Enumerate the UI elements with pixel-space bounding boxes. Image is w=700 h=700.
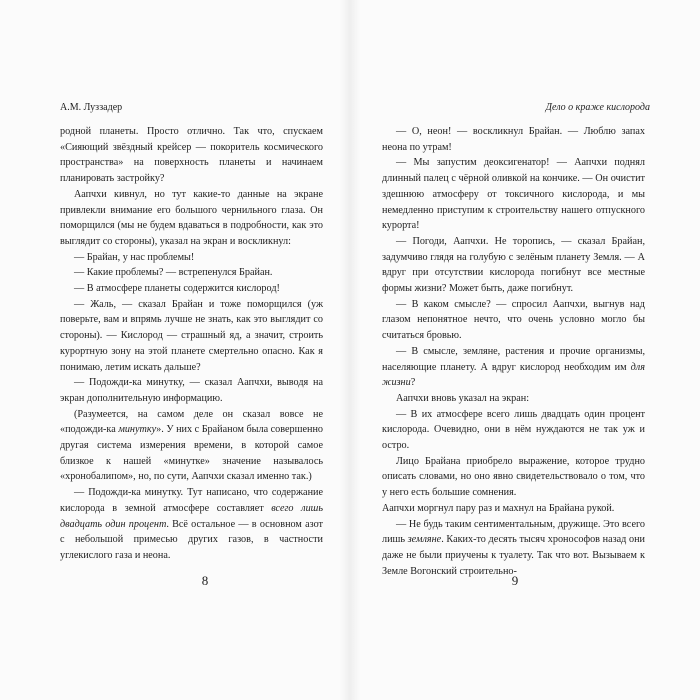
- paragraph: — Брайан, у нас проблемы!: [74, 251, 195, 263]
- paragraph: — Погоди, Аапчхи. Не торопись, — сказал Брайан, задумчиво глядя на голубую с зелёным планету Земля. — А вдруг при отсутствии кислорода погибнут все местные формы жизни? Может быть, даже погибнут.: [382, 235, 645, 295]
- paragraph: Лицо Брайана приобрело выражение, которое трудно описать словами, но оно явно свидетельствовало о том, что у него есть большие сомнения.: [382, 455, 645, 499]
- italic-text: земляне: [407, 534, 442, 546]
- paragraph: — Жаль, — сказал Брайан и тоже поморщился (уж поверьте, вам и впрямь лучше не знать, как это выглядит со стороны). — Кислород — страшный яд, а значит, строить курортную зону на этой планете смертельно опасно. Как я понимаю, летим искать дальше?: [60, 298, 323, 373]
- italic-text: для жизни: [382, 361, 645, 389]
- page-number: 8: [201, 573, 209, 588]
- text-run: ». У них с Брайаном была совершенно другая система измерения времени, в которой самое близкое к нашей «минутке» значение называлось «хронобалипом», но, по сути, Аапчхи сказал именно так.): [60, 424, 324, 483]
- text-run: — В смысле, земляне, растения и прочие организмы, населяющие планету. А вдруг кислород необходим им: [382, 345, 645, 373]
- paragraph: Аапчхи вновь указал на экран:: [396, 392, 530, 404]
- paragraph: [60, 407, 323, 486]
- paragraph: [382, 517, 645, 580]
- paragraph: [60, 485, 323, 564]
- paragraph: — В атмосфере планеты содержится кислород!: [74, 283, 280, 295]
- text-run: (Разумеется, на самом деле он сказал вовсе не «подожди-ка: [60, 408, 323, 436]
- text-run: — Не будь таким сентиментальным, дружище. Это всего лишь: [382, 518, 645, 546]
- text-run: . Каких-то десять тысяч хронософов назад они даже не были приучены к туалету. Так что вот. Вызываем к Земле Вогонский строительно-: [382, 534, 646, 577]
- paragraph: родной планеты. Просто отлично. Так что, спускаем «Сияющий звёздный крейсер — покоритель космического пространства» на поверхность планеты и начинаем планировать застройку?: [60, 126, 323, 185]
- title-running-head: Дело о краже кислорода: [545, 102, 650, 113]
- paragraph: [382, 344, 645, 391]
- right-page-body: [382, 124, 645, 579]
- text-run: . Всё остальное — в основном азот с небольшой примесью других газов, в частности углекислого газа и неона.: [60, 518, 323, 561]
- paragraph: — Мы запустим деоксигенатор! — Аапчхи поднял длинный палец с чёрной оливкой на кончике. — Он очистит здешнюю атмосферу от токсичного кислорода, и мы немедленно приступим к строительству нашего отпускного курорта!: [382, 157, 645, 232]
- italic-text: всего лишь двадцать один процент: [60, 502, 323, 530]
- paragraph: Аапчхи моргнул пару раз и махнул на Брайана рукой.: [382, 502, 615, 514]
- paragraph: — В каком смысле? — спросил Аапчхи, выгнув над глазом непонятное нечто, что очень условно могло бы считаться бровью.: [382, 298, 645, 342]
- author-running-head: А.М. Луззадер: [60, 102, 123, 113]
- paragraph: Аапчхи кивнул, но тут какие-то данные на экране привлекли внимание его большого чернильного глаза. Он поморщился (мы не будем вдаваться в подробности, как это выглядит со стороны), указал на экран и воскликнул:: [60, 188, 323, 247]
- paragraph: — О, неон! — воскликнул Брайан. — Люблю запах неона по утрам!: [382, 126, 645, 153]
- paragraph: — Подожди-ка минутку, — сказал Аапчхи, выводя на экран дополнительную информацию.: [60, 377, 323, 404]
- italic-text: минутку: [118, 424, 157, 436]
- right-page: [350, 0, 700, 700]
- page-number: 9: [511, 573, 519, 588]
- paragraph: — В их атмосфере всего лишь двадцать один процент кислорода. Очевидно, они в нём нуждаются не так уж и остро.: [382, 408, 645, 452]
- left-page-body: [60, 124, 323, 564]
- text-run: ?: [410, 377, 416, 389]
- paragraph: — Какие проблемы? — встрепенулся Брайан.: [74, 267, 273, 279]
- text-run: — Подожди-ка минутку. Тут написано, что содержание кислорода в земной атмосфере составляет: [60, 487, 323, 514]
